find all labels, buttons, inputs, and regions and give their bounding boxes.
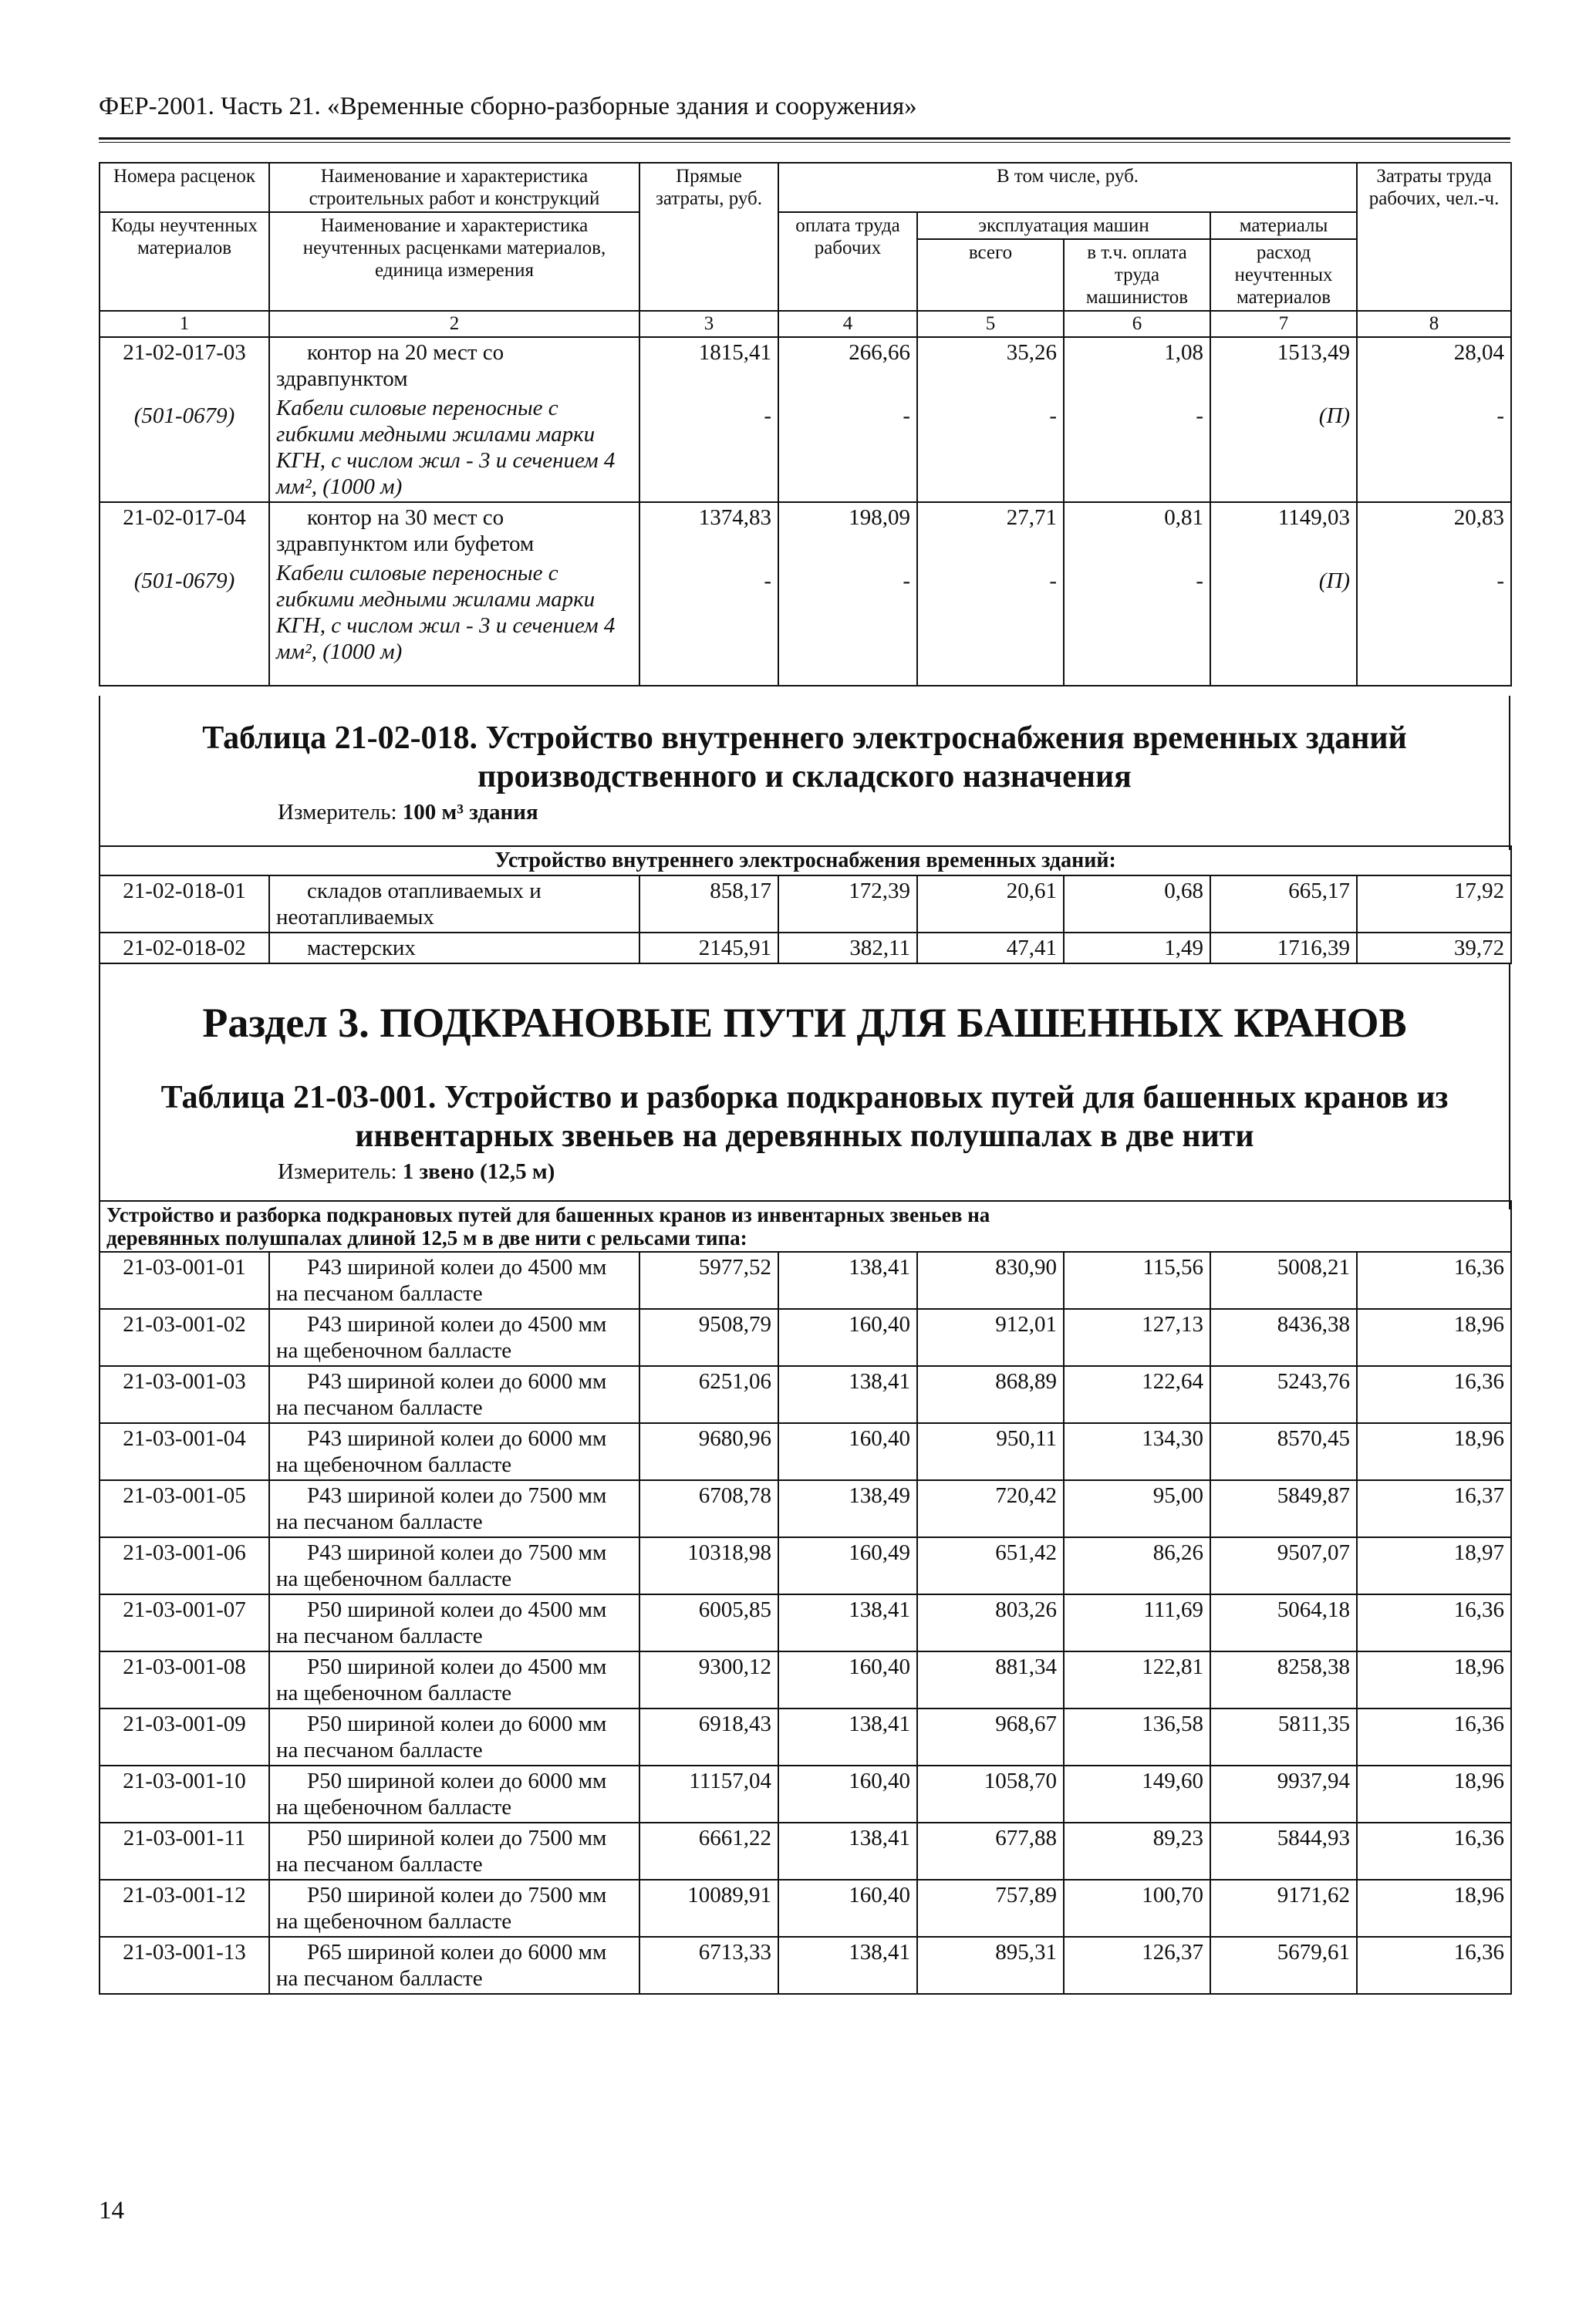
labor-hours: 18,96 bbox=[1357, 1309, 1511, 1366]
operators-pay: 0,81 bbox=[1064, 502, 1210, 558]
operators-pay: 122,81 bbox=[1064, 1651, 1210, 1709]
rate-code: 21-03-001-10 bbox=[100, 1766, 269, 1823]
machines-total: 1058,70 bbox=[917, 1766, 1064, 1823]
rate-code: 21-03-001-02 bbox=[100, 1309, 269, 1366]
direct-costs: 6708,78 bbox=[639, 1480, 778, 1537]
direct-costs: 1815,41 bbox=[639, 337, 778, 393]
measure-label: Измеритель: bbox=[278, 800, 397, 825]
table-018-measure bbox=[100, 796, 1509, 825]
running-header: ФЕР-2001. Часть 21. «Временные сборно-разборные здания и сооружения» bbox=[99, 93, 917, 120]
materials: 9171,62 bbox=[1210, 1880, 1357, 1937]
labor-pay: 160,40 bbox=[778, 1651, 917, 1709]
table-row bbox=[100, 1766, 1511, 1823]
col-number: 3 bbox=[639, 311, 778, 337]
head-hours: Затраты труда рабочих, чел.-ч. bbox=[1357, 163, 1511, 311]
labor-pay: 160,49 bbox=[778, 1537, 917, 1594]
labor-pay: 138,41 bbox=[778, 1252, 917, 1309]
materials: 9937,94 bbox=[1210, 1766, 1357, 1823]
measure-value: 100 м³ здания bbox=[402, 800, 538, 825]
direct-costs: 858,17 bbox=[639, 875, 778, 933]
materials: (П) bbox=[1210, 393, 1357, 502]
labor-hours: 16,36 bbox=[1357, 1594, 1511, 1651]
machines-total: 757,89 bbox=[917, 1880, 1064, 1937]
direct-costs: 1374,83 bbox=[639, 502, 778, 558]
materials: 5811,35 bbox=[1210, 1709, 1357, 1766]
col-number: 1 bbox=[100, 311, 269, 337]
rate-code: 21-03-001-07 bbox=[100, 1594, 269, 1651]
labor-pay: 160,40 bbox=[778, 1880, 917, 1937]
rate-description: контор на 20 мест со здравпунктом bbox=[269, 337, 639, 393]
rate-code: 21-03-001-09 bbox=[100, 1709, 269, 1766]
rate-description: складов отапливаемых и неотапливаемых bbox=[269, 875, 639, 933]
intro-line: деревянных полушпалах длиной 12,5 м в две нити с рельсами типа: bbox=[106, 1226, 747, 1250]
materials: 5844,93 bbox=[1210, 1823, 1357, 1880]
labor-pay: 266,66 bbox=[778, 337, 917, 393]
materials: 665,17 bbox=[1210, 875, 1357, 933]
direct-costs: 9680,96 bbox=[639, 1423, 778, 1480]
table-03-001-intro bbox=[100, 1201, 1511, 1252]
labor-hours: 16,36 bbox=[1357, 1823, 1511, 1880]
materials: 8436,38 bbox=[1210, 1309, 1357, 1366]
labor-hours: 28,04 bbox=[1357, 337, 1511, 393]
table-row bbox=[100, 1880, 1511, 1937]
labor-pay: 138,49 bbox=[778, 1480, 917, 1537]
rate-code: 21-03-001-13 bbox=[100, 1937, 269, 1994]
labor-pay: - bbox=[778, 558, 917, 686]
rate-description: Р50 шириной колеи до 6000 мм на щебеночном балласте bbox=[269, 1766, 639, 1823]
table-row bbox=[100, 1366, 1511, 1423]
rate-code: 21-03-001-03 bbox=[100, 1366, 269, 1423]
operators-pay: 86,26 bbox=[1064, 1537, 1210, 1594]
table-03-001-title: Таблица 21-03-001. Устройство и разборка подкрановых путей для башенных кранов из инвентарных звеньев на деревянных полушпалах в две нити bbox=[160, 1080, 1449, 1154]
table-018-caption bbox=[99, 696, 1510, 850]
operators-pay: 122,64 bbox=[1064, 1366, 1210, 1423]
rates-table-head bbox=[99, 162, 1512, 686]
rate-description: Р50 шириной колеи до 7500 мм на песчаном балласте bbox=[269, 1823, 639, 1880]
rate-description: Р43 шириной колеи до 4500 мм на песчаном балласте bbox=[269, 1252, 639, 1309]
rate-code: 21-03-001-11 bbox=[100, 1823, 269, 1880]
head-col2-top: Наименование и характеристика строительных работ и конструкций bbox=[269, 163, 639, 212]
table-subrow bbox=[100, 558, 1511, 686]
head-group-main: В том числе, руб. bbox=[778, 163, 1357, 212]
table-018-intro: Устройство внутреннего электроснабжения временных зданий: bbox=[100, 846, 1511, 875]
machines-total: 720,42 bbox=[917, 1480, 1064, 1537]
labor-pay: 138,41 bbox=[778, 1709, 917, 1766]
labor-hours: 18,96 bbox=[1357, 1880, 1511, 1937]
head-machines-total: всего bbox=[917, 239, 1064, 311]
intro-line: Устройство и разборка подкрановых путей для башенных кранов из инвентарных звеньев на bbox=[106, 1203, 990, 1226]
direct-costs: 6918,43 bbox=[639, 1709, 778, 1766]
rate-description: Р50 шириной колеи до 7500 мм на щебеночном балласте bbox=[269, 1880, 639, 1937]
machines-total: 651,42 bbox=[917, 1537, 1064, 1594]
machines-total: 968,67 bbox=[917, 1709, 1064, 1766]
labor-pay: 382,11 bbox=[778, 933, 917, 963]
rate-code: 21-02-018-02 bbox=[100, 933, 269, 963]
operators-pay: 95,00 bbox=[1064, 1480, 1210, 1537]
materials: 5243,76 bbox=[1210, 1366, 1357, 1423]
page-number: 14 bbox=[99, 2197, 124, 2225]
operators-pay: 136,58 bbox=[1064, 1709, 1210, 1766]
section-3-caption bbox=[99, 963, 1510, 1209]
section-3-title: Раздел 3. ПОДКРАНОВЫЕ ПУТИ ДЛЯ БАШЕННЫХ КРАНОВ bbox=[202, 1000, 1407, 1046]
rate-code: 21-03-001-06 bbox=[100, 1537, 269, 1594]
machines-total: 895,31 bbox=[917, 1937, 1064, 1994]
materials: 8570,45 bbox=[1210, 1423, 1357, 1480]
operators-pay: 127,13 bbox=[1064, 1309, 1210, 1366]
table-row bbox=[100, 1594, 1511, 1651]
table-row bbox=[100, 1651, 1511, 1709]
table-row bbox=[100, 502, 1511, 558]
labor-pay: 160,40 bbox=[778, 1309, 917, 1366]
machines-total: 47,41 bbox=[917, 933, 1064, 963]
machines-total: 830,90 bbox=[917, 1252, 1064, 1309]
table-row bbox=[100, 933, 1511, 963]
direct-costs: 5977,52 bbox=[639, 1252, 778, 1309]
operators-pay: - bbox=[1064, 558, 1210, 686]
measure-label: Измеритель: bbox=[278, 1159, 397, 1184]
machines-total: - bbox=[917, 393, 1064, 502]
labor-hours: 20,83 bbox=[1357, 502, 1511, 558]
labor-hours: 16,36 bbox=[1357, 1937, 1511, 1994]
table-row bbox=[100, 1709, 1511, 1766]
table-row bbox=[100, 1423, 1511, 1480]
head-col1-bottom: Коды неучтенных материалов bbox=[100, 212, 269, 311]
labor-pay: 160,40 bbox=[778, 1423, 917, 1480]
materials: (П) bbox=[1210, 558, 1357, 686]
head-direct: Прямые затраты, руб. bbox=[639, 163, 778, 311]
table-018-title: Таблица 21-02-018. Устройство внутреннего электроснабжения временных зданий производственного и складского назначения bbox=[202, 720, 1407, 794]
materials: 5849,87 bbox=[1210, 1480, 1357, 1537]
rate-description: Р43 шириной колеи до 7500 мм на песчаном балласте bbox=[269, 1480, 639, 1537]
machines-total: 868,89 bbox=[917, 1366, 1064, 1423]
materials: 5008,21 bbox=[1210, 1252, 1357, 1309]
operators-pay: - bbox=[1064, 393, 1210, 502]
table-018 bbox=[99, 845, 1512, 964]
labor-hours: 18,96 bbox=[1357, 1651, 1511, 1709]
rate-description: Р43 шириной колеи до 7500 мм на щебеночном балласте bbox=[269, 1537, 639, 1594]
labor-hours: 16,36 bbox=[1357, 1252, 1511, 1309]
head-group-materials: материалы bbox=[1210, 212, 1357, 239]
labor-pay: 160,40 bbox=[778, 1766, 917, 1823]
table-row bbox=[100, 1823, 1511, 1880]
head-col2-bottom: Наименование и характеристика неучтенных расценками материалов, единица измерения bbox=[269, 212, 639, 311]
rate-description: мастерских bbox=[269, 933, 639, 963]
labor-hours: 16,36 bbox=[1357, 1709, 1511, 1766]
rate-description: Р43 шириной колеи до 6000 мм на песчаном балласте bbox=[269, 1366, 639, 1423]
direct-costs: 6713,33 bbox=[639, 1937, 778, 1994]
direct-costs: 6251,06 bbox=[639, 1366, 778, 1423]
operators-pay: 1,08 bbox=[1064, 337, 1210, 393]
labor-hours: 16,36 bbox=[1357, 1366, 1511, 1423]
material-description: Кабели силовые переносные с гибкими медными жилами марки КГН, с числом жил - 3 и сечением 4 мм², (1000 м) bbox=[269, 558, 639, 686]
machines-total: 912,01 bbox=[917, 1309, 1064, 1366]
labor-hours: 39,72 bbox=[1357, 933, 1511, 963]
rate-description: контор на 30 мест со здравпунктом или буфетом bbox=[269, 502, 639, 558]
direct-costs: - bbox=[639, 393, 778, 502]
machines-total: 950,11 bbox=[917, 1423, 1064, 1480]
header-rule bbox=[99, 137, 1510, 140]
header-rule-thin bbox=[99, 142, 1510, 143]
machines-total: 881,34 bbox=[917, 1651, 1064, 1709]
direct-costs: 9300,12 bbox=[639, 1651, 778, 1709]
rate-code: 21-03-001-01 bbox=[100, 1252, 269, 1309]
operators-pay: 100,70 bbox=[1064, 1880, 1210, 1937]
labor-hours: 18,96 bbox=[1357, 1423, 1511, 1480]
labor-pay: 138,41 bbox=[778, 1594, 917, 1651]
labor-pay: 138,41 bbox=[778, 1937, 917, 1994]
operators-pay: 0,68 bbox=[1064, 875, 1210, 933]
table-subrow bbox=[100, 393, 1511, 502]
materials: 9507,07 bbox=[1210, 1537, 1357, 1594]
rate-code: 21-03-001-04 bbox=[100, 1423, 269, 1480]
col-number: 4 bbox=[778, 311, 917, 337]
table-row bbox=[100, 1252, 1511, 1309]
machines-total: 677,88 bbox=[917, 1823, 1064, 1880]
table-row bbox=[100, 1537, 1511, 1594]
direct-costs: 2145,91 bbox=[639, 933, 778, 963]
operators-pay: 149,60 bbox=[1064, 1766, 1210, 1823]
head-operators: в т.ч. оплата труда машинистов bbox=[1064, 239, 1210, 311]
rate-code: 21-02-017-03 bbox=[100, 337, 269, 393]
direct-costs: - bbox=[639, 558, 778, 686]
col-number: 5 bbox=[917, 311, 1064, 337]
operators-pay: 111,69 bbox=[1064, 1594, 1210, 1651]
table-row bbox=[100, 337, 1511, 393]
material-code: (501-0679) bbox=[100, 558, 269, 686]
rate-code: 21-02-018-01 bbox=[100, 875, 269, 933]
operators-pay: 134,30 bbox=[1064, 1423, 1210, 1480]
machines-total: 20,61 bbox=[917, 875, 1064, 933]
rate-description: Р50 шириной колеи до 4500 мм на щебеночном балласте bbox=[269, 1651, 639, 1709]
machines-total: 803,26 bbox=[917, 1594, 1064, 1651]
rate-code: 21-03-001-08 bbox=[100, 1651, 269, 1709]
direct-costs: 6661,22 bbox=[639, 1823, 778, 1880]
measure-value: 1 звено (12,5 м) bbox=[402, 1159, 555, 1184]
operators-pay: 89,23 bbox=[1064, 1823, 1210, 1880]
operators-pay: 115,56 bbox=[1064, 1252, 1210, 1309]
material-code: (501-0679) bbox=[100, 393, 269, 502]
labor-hours: 17,92 bbox=[1357, 875, 1511, 933]
direct-costs: 10318,98 bbox=[639, 1537, 778, 1594]
head-group-machines: эксплуатация машин bbox=[917, 212, 1210, 239]
materials: 1149,03 bbox=[1210, 502, 1357, 558]
operators-pay: 1,49 bbox=[1064, 933, 1210, 963]
labor-hours: - bbox=[1357, 558, 1511, 686]
col-number: 7 bbox=[1210, 311, 1357, 337]
machines-total: 27,71 bbox=[917, 502, 1064, 558]
labor-pay: 198,09 bbox=[778, 502, 917, 558]
rate-description: Р43 шириной колеи до 4500 мм на щебеночном балласте bbox=[269, 1309, 639, 1366]
col-number: 8 bbox=[1357, 311, 1511, 337]
table-row bbox=[100, 1480, 1511, 1537]
rate-description: Р65 шириной колеи до 6000 мм на песчаном балласте bbox=[269, 1937, 639, 1994]
rate-description: Р43 шириной колеи до 6000 мм на щебеночном балласте bbox=[269, 1423, 639, 1480]
materials: 5679,61 bbox=[1210, 1937, 1357, 1994]
materials: 5064,18 bbox=[1210, 1594, 1357, 1651]
rate-description: Р50 шириной колеи до 6000 мм на песчаном балласте bbox=[269, 1709, 639, 1766]
rate-code: 21-03-001-05 bbox=[100, 1480, 269, 1537]
labor-pay: - bbox=[778, 393, 917, 502]
table-03-001 bbox=[99, 1200, 1512, 1995]
labor-pay: 138,41 bbox=[778, 1823, 917, 1880]
rate-code: 21-03-001-12 bbox=[100, 1880, 269, 1937]
col-number: 6 bbox=[1064, 311, 1210, 337]
direct-costs: 11157,04 bbox=[639, 1766, 778, 1823]
materials: 1513,49 bbox=[1210, 337, 1357, 393]
head-labor: оплата труда рабочих bbox=[778, 212, 917, 311]
table-row bbox=[100, 1937, 1511, 1994]
machines-total: - bbox=[917, 558, 1064, 686]
operators-pay: 126,37 bbox=[1064, 1937, 1210, 1994]
direct-costs: 6005,85 bbox=[639, 1594, 778, 1651]
labor-pay: 138,41 bbox=[778, 1366, 917, 1423]
head-unaccounted-materials: расход неучтенных материалов bbox=[1210, 239, 1357, 311]
direct-costs: 10089,91 bbox=[639, 1880, 778, 1937]
materials: 1716,39 bbox=[1210, 933, 1357, 963]
rate-code: 21-02-017-04 bbox=[100, 502, 269, 558]
rate-description: Р50 шириной колеи до 4500 мм на песчаном балласте bbox=[269, 1594, 639, 1651]
table-row bbox=[100, 1309, 1511, 1366]
labor-hours: 18,96 bbox=[1357, 1766, 1511, 1823]
labor-pay: 172,39 bbox=[778, 875, 917, 933]
col-number: 2 bbox=[269, 311, 639, 337]
machines-total: 35,26 bbox=[917, 337, 1064, 393]
direct-costs: 9508,79 bbox=[639, 1309, 778, 1366]
table-03-001-measure bbox=[100, 1155, 1509, 1185]
table-row bbox=[100, 875, 1511, 933]
materials: 8258,38 bbox=[1210, 1651, 1357, 1709]
head-col1-top: Номера расценок bbox=[100, 163, 269, 212]
labor-hours: 16,37 bbox=[1357, 1480, 1511, 1537]
labor-hours: 18,97 bbox=[1357, 1537, 1511, 1594]
labor-hours: - bbox=[1357, 393, 1511, 502]
material-description: Кабели силовые переносные с гибкими медными жилами марки КГН, с числом жил - 3 и сечением 4 мм², (1000 м) bbox=[269, 393, 639, 502]
